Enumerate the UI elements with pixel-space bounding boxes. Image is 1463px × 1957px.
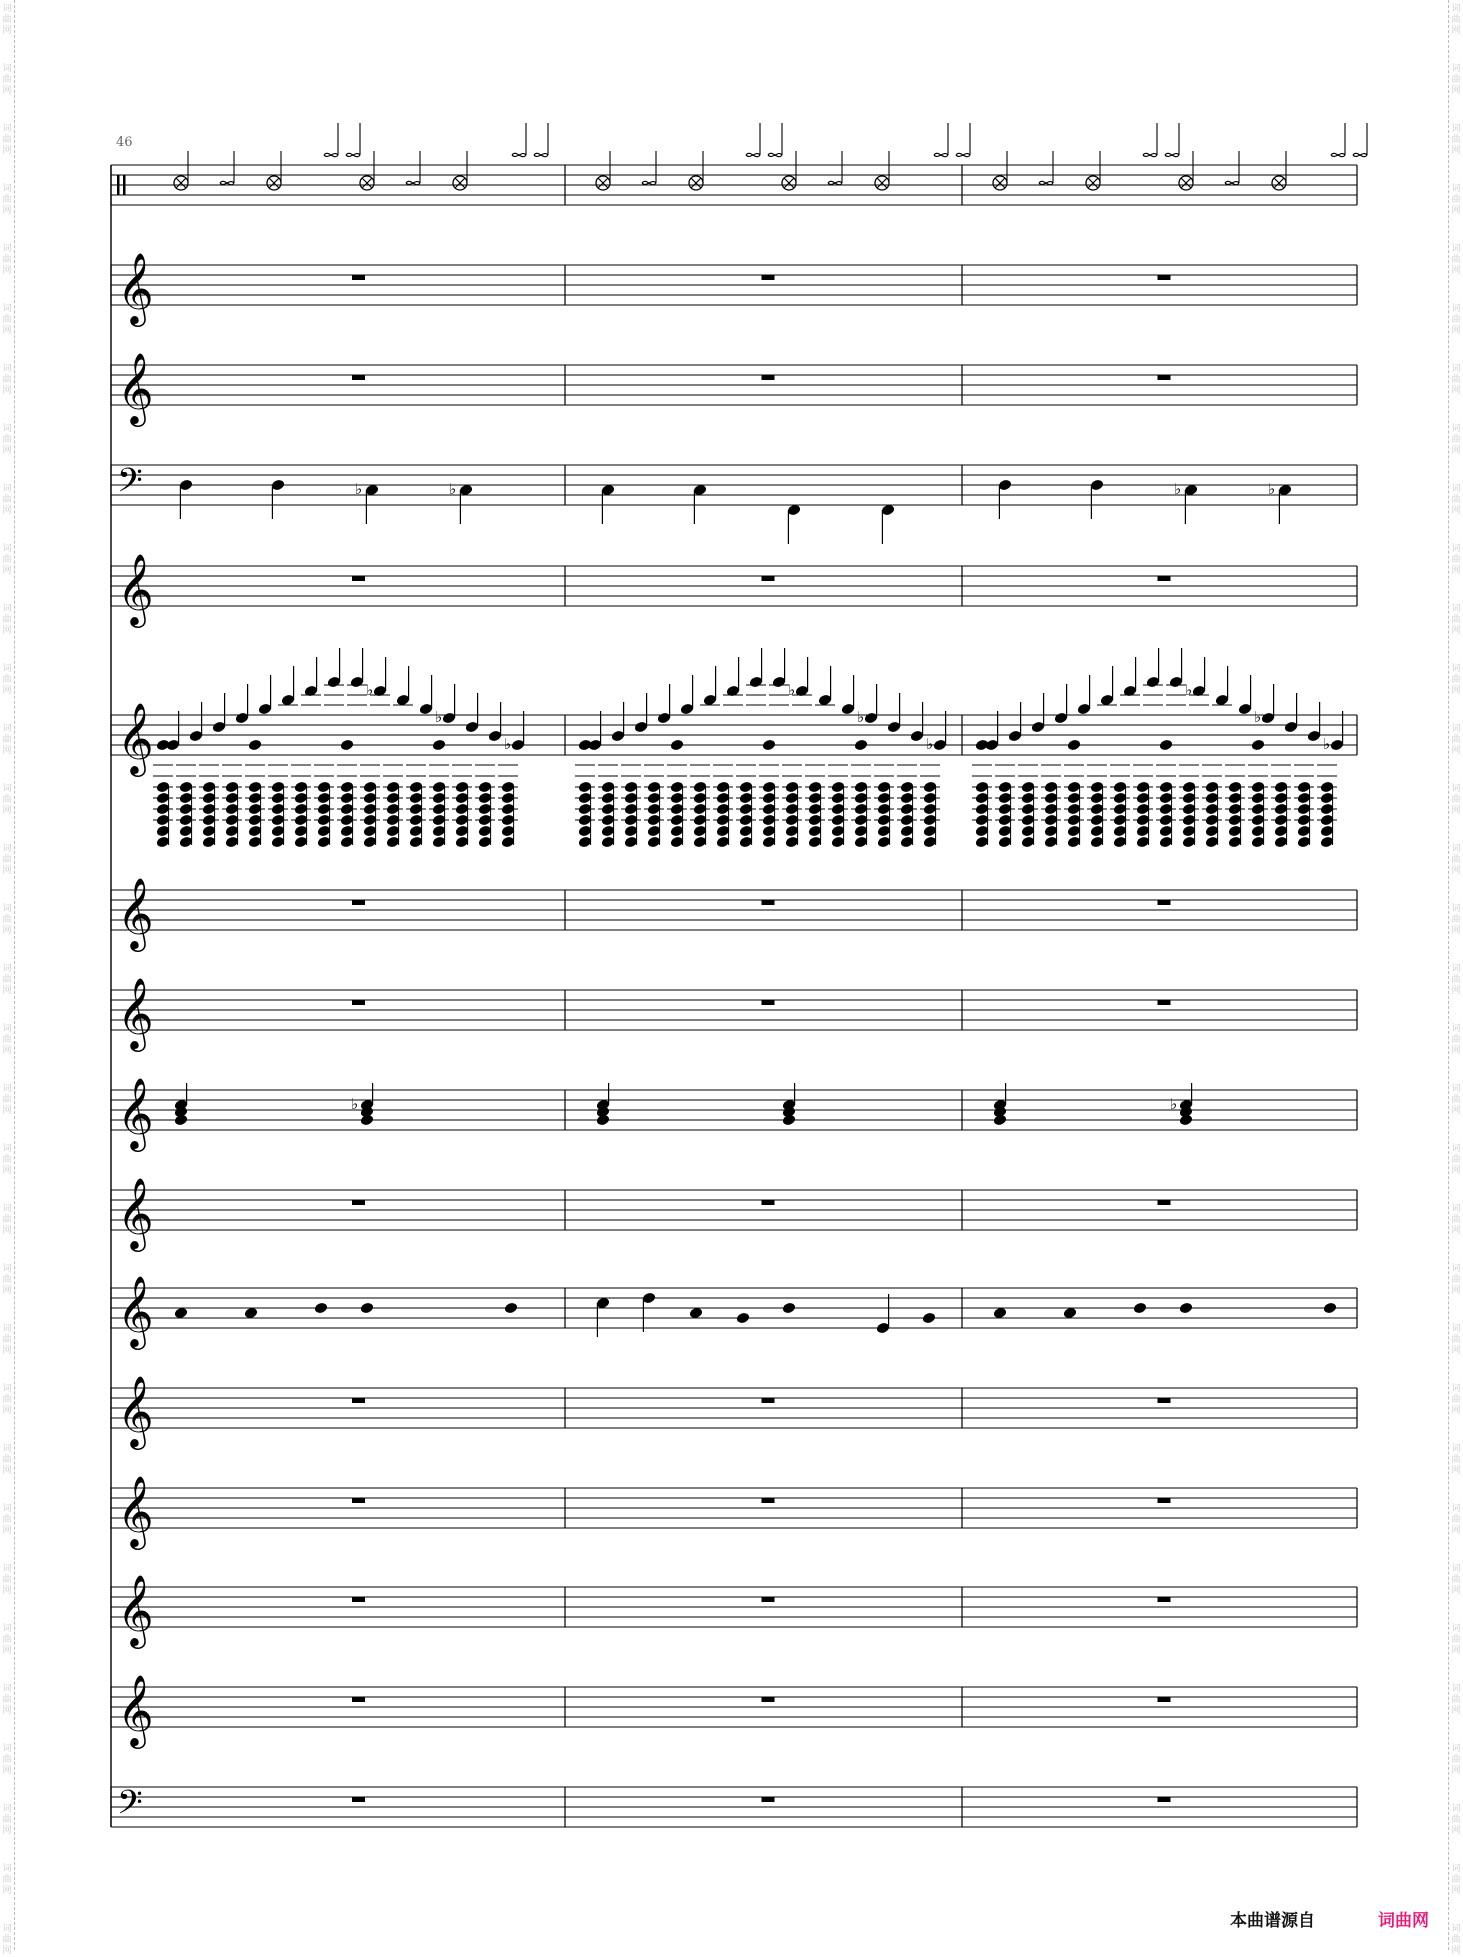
watermark-text: 词 曲 网 — [1451, 1864, 1461, 1896]
watermark-text: 词 曲 网 — [2, 1444, 12, 1476]
watermark-text: 词 曲 网 — [1451, 1264, 1461, 1296]
staff-2 — [111, 251, 1357, 327]
staff-15 — [111, 1673, 1357, 1749]
watermark-text: 词 曲 网 — [2, 1264, 12, 1296]
staff-8 — [111, 976, 1357, 1052]
watermark-text: 词 曲 网 — [1451, 844, 1461, 876]
flat-sign: ♭ — [435, 708, 443, 726]
whole-rest — [1158, 275, 1171, 280]
whole-rest — [352, 1597, 365, 1602]
watermark-text: 词 曲 网 — [1451, 604, 1461, 636]
watermark-text: 词 曲 网 — [1451, 1024, 1461, 1056]
watermark-text: 词 曲 网 — [1451, 664, 1461, 696]
watermark-text: 词 曲 网 — [2, 364, 12, 396]
watermark-text: 词 曲 网 — [2, 1504, 12, 1536]
watermark-text: 词 曲 网 — [2, 1024, 12, 1056]
watermark-text: 词 曲 网 — [2, 244, 12, 276]
whole-rest — [1158, 1597, 1171, 1602]
staff-14 — [111, 1573, 1357, 1649]
watermark-text: 词 曲 网 — [2, 1684, 12, 1716]
treble-clef: 𝄞 — [117, 1673, 154, 1746]
watermark-text: 词 曲 网 — [2, 1804, 12, 1836]
whole-rest — [352, 1000, 365, 1005]
whole-rest — [1158, 1000, 1171, 1005]
watermark-text: 词 曲 网 — [1451, 1744, 1461, 1776]
watermark-text: 词 曲 网 — [1451, 1204, 1461, 1236]
watermark-text: 词 曲 网 — [2, 724, 12, 756]
melody-note — [922, 1312, 937, 1325]
hi-hat-note — [1165, 153, 1179, 156]
hi-hat-note — [1225, 181, 1239, 184]
watermark-text: 词 曲 网 — [2, 1624, 12, 1656]
treble-clef: 𝄞 — [117, 1573, 154, 1646]
arpeggio-note — [670, 739, 685, 752]
whole-rest — [762, 576, 775, 581]
watermark-text: 词 曲 网 — [2, 424, 12, 456]
whole-rest — [1158, 1200, 1171, 1205]
arpeggio-note — [432, 739, 447, 752]
watermark-text: 词 曲 网 — [2, 64, 12, 96]
whole-rest — [352, 1200, 365, 1205]
watermark-text: 词 曲 网 — [1451, 124, 1461, 156]
treble-clef: 𝄞 — [117, 251, 154, 324]
bass-clef: 𝄢 — [117, 462, 143, 508]
hi-hat-note — [828, 181, 842, 184]
watermark-text: 词 曲 网 — [1451, 784, 1461, 816]
melody-note — [736, 1312, 751, 1325]
hi-hat-note — [220, 181, 234, 184]
watermark-text: 词 曲 网 — [2, 1864, 12, 1896]
staves-layer — [111, 123, 1367, 1830]
whole-rest — [762, 1797, 775, 1802]
hi-hat-note — [768, 153, 782, 156]
melody-note — [360, 1302, 375, 1315]
whole-rest — [1158, 1498, 1171, 1503]
whole-rest — [762, 275, 775, 280]
watermark-text: 词 曲 网 — [1451, 904, 1461, 936]
whole-rest — [1158, 576, 1171, 581]
arpeggio-note — [1251, 739, 1266, 752]
treble-clef: 𝄞 — [117, 876, 154, 949]
hi-hat-note — [956, 153, 970, 156]
watermark-text: 词 曲 网 — [1451, 484, 1461, 516]
whole-rest — [762, 1000, 775, 1005]
arpeggio-note — [1159, 739, 1174, 752]
flat-sign: ♭ — [1170, 1095, 1178, 1113]
watermark-text: 词 曲 网 — [2, 844, 12, 876]
whole-rest — [762, 900, 775, 905]
whole-rest — [762, 1697, 775, 1702]
watermark-text: 词 曲 网 — [1451, 1504, 1461, 1536]
arpeggio-note — [854, 739, 869, 752]
watermark-text: 词 曲 网 — [2, 304, 12, 336]
chord-note — [360, 1114, 375, 1127]
whole-rest — [1158, 1797, 1171, 1802]
watermark-text: 词 曲 网 — [1451, 1384, 1461, 1416]
watermark-text: 词 曲 网 — [1451, 724, 1461, 756]
watermark-text: 词 曲 网 — [2, 1144, 12, 1176]
arpeggio-note — [1067, 739, 1082, 752]
chord-note — [596, 1114, 611, 1127]
arpeggio-note — [762, 739, 777, 752]
watermark-text: 词 曲 网 — [2, 184, 12, 216]
flat-sign: ♭ — [355, 480, 363, 498]
staff-11 — [111, 1274, 1357, 1350]
arpeggio-note — [578, 739, 593, 752]
whole-rest — [1158, 900, 1171, 905]
whole-rest — [352, 1797, 365, 1802]
whole-rest — [352, 576, 365, 581]
treble-clef: 𝄞 — [117, 1176, 154, 1249]
hi-hat-note — [1143, 153, 1157, 156]
whole-rest — [762, 1498, 775, 1503]
hi-hat-note — [934, 153, 948, 156]
staff-9 — [111, 1076, 1357, 1152]
chord-note — [1179, 1114, 1194, 1127]
whole-rest — [352, 1498, 365, 1503]
hi-hat-note — [642, 181, 656, 184]
arpeggio-note — [248, 739, 263, 752]
watermark-text: 词 曲 网 — [2, 904, 12, 936]
percussion-staff — [111, 123, 1367, 205]
staff-12 — [111, 1374, 1357, 1450]
flat-sign: ♭ — [857, 708, 865, 726]
watermark-text: 词 曲 网 — [1451, 364, 1461, 396]
flat-sign: ♭ — [366, 681, 374, 699]
hi-hat-note — [346, 153, 360, 156]
watermark-text: 词 曲 网 — [2, 604, 12, 636]
flat-sign: ♭ — [1268, 480, 1276, 498]
watermark-text: 词 曲 网 — [2, 1384, 12, 1416]
arpeggio-note — [156, 739, 171, 752]
whole-rest — [352, 1697, 365, 1702]
hi-hat-note — [1331, 153, 1345, 156]
watermark-text: 词 曲 网 — [1451, 1084, 1461, 1116]
staff-6 — [111, 648, 1357, 848]
treble-clef: 𝄞 — [117, 1274, 154, 1347]
treble-clef: 𝄞 — [117, 1374, 154, 1447]
staff-13 — [111, 1474, 1357, 1550]
whole-rest — [352, 900, 365, 905]
staff-3 — [111, 351, 1357, 427]
hi-hat-note — [324, 153, 338, 156]
whole-rest — [762, 375, 775, 380]
watermark-text: 词 曲 网 — [2, 1564, 12, 1596]
whole-rest — [762, 1200, 775, 1205]
chord-note — [993, 1114, 1008, 1127]
hi-hat-note — [406, 181, 420, 184]
watermark-text: 词 曲 网 — [2, 964, 12, 996]
hi-hat-note — [1039, 181, 1053, 184]
flat-sign: ♭ — [788, 681, 796, 699]
hi-hat-note — [534, 153, 548, 156]
melody-note — [504, 1302, 519, 1315]
arpeggio-note — [975, 739, 990, 752]
whole-rest — [352, 275, 365, 280]
watermark-text: 词 曲 网 — [2, 484, 12, 516]
hi-hat-note — [512, 153, 526, 156]
staff-5 — [111, 552, 1357, 628]
percussion-clef — [117, 175, 120, 195]
watermark-text: 词 曲 网 — [2, 1324, 12, 1356]
watermark-text: 词 曲 网 — [1451, 1684, 1461, 1716]
watermark-text: 词 曲 网 — [2, 1924, 12, 1956]
watermark-text: 词 曲 网 — [1451, 1804, 1461, 1836]
footer-site-link[interactable]: 词曲网 — [1378, 1911, 1429, 1931]
flat-sign: ♭ — [926, 735, 934, 753]
flat-sign: ♭ — [504, 735, 512, 753]
watermark-text: 词 曲 网 — [1451, 1564, 1461, 1596]
flat-sign: ♭ — [449, 480, 457, 498]
arpeggio-note — [340, 739, 355, 752]
treble-clef: 𝄞 — [117, 976, 154, 1049]
treble-clef: 𝄞 — [117, 1474, 154, 1547]
watermark-text: 词 曲 网 — [2, 1204, 12, 1236]
watermark-text: 词 曲 网 — [1451, 424, 1461, 456]
melody-note — [1133, 1302, 1148, 1315]
chord-note — [174, 1114, 189, 1127]
staff-7 — [111, 876, 1357, 952]
flat-sign: ♭ — [1254, 708, 1262, 726]
hi-hat-note — [1353, 153, 1367, 156]
watermark-text: 词 曲 网 — [1451, 1144, 1461, 1176]
watermark-text: 词 曲 网 — [2, 4, 12, 36]
percussion-clef — [123, 175, 126, 195]
treble-clef: 𝄞 — [117, 1076, 154, 1149]
watermark-text: 词 曲 网 — [2, 544, 12, 576]
whole-rest — [1158, 1398, 1171, 1403]
melody-note — [1179, 1302, 1194, 1315]
flat-sign: ♭ — [1323, 735, 1331, 753]
watermark-text: 词 曲 网 — [1451, 64, 1461, 96]
hi-hat-note — [746, 153, 760, 156]
chord-note — [782, 1114, 797, 1127]
watermark-text: 词 曲 网 — [2, 1084, 12, 1116]
whole-rest — [1158, 1697, 1171, 1702]
watermark-text: 词 曲 网 — [1451, 4, 1461, 36]
watermark-text: 词 曲 网 — [2, 1744, 12, 1776]
watermark-text: 词 曲 网 — [1451, 1324, 1461, 1356]
treble-clef: 𝄞 — [117, 552, 154, 625]
measure-number: 46 — [116, 135, 133, 150]
watermark-text: 词 曲 网 — [1451, 184, 1461, 216]
watermark-text: 词 曲 网 — [1451, 304, 1461, 336]
watermark-text: 词 曲 网 — [1451, 1444, 1461, 1476]
staff-16 — [111, 1784, 1357, 1830]
whole-rest — [1158, 375, 1171, 380]
whole-rest — [762, 1398, 775, 1403]
treble-clef: 𝄞 — [117, 701, 154, 774]
footer-source-label: 本曲谱源自 — [1230, 1911, 1315, 1931]
flat-sign: ♭ — [351, 1095, 359, 1113]
watermark-text: 词 曲 网 — [2, 124, 12, 156]
flat-sign: ♭ — [1185, 681, 1193, 699]
watermark-text: 词 曲 网 — [2, 784, 12, 816]
whole-rest — [352, 1398, 365, 1403]
bass-clef: 𝄢 — [117, 1784, 143, 1830]
watermark-text: 词 曲 网 — [2, 664, 12, 696]
watermark-text: 词 曲 网 — [1451, 1624, 1461, 1656]
staff-10 — [111, 1176, 1357, 1252]
watermark-text: 词 曲 网 — [1451, 1924, 1461, 1956]
melody-note — [1323, 1302, 1338, 1315]
treble-clef: 𝄞 — [117, 351, 154, 424]
melody-note — [782, 1302, 797, 1315]
whole-rest — [352, 375, 365, 380]
score-system — [111, 123, 1367, 1830]
whole-rest — [762, 1597, 775, 1602]
watermark-text: 词 曲 网 — [1451, 544, 1461, 576]
flat-sign: ♭ — [1174, 480, 1182, 498]
watermark-text: 词 曲 网 — [1451, 964, 1461, 996]
staff-4 — [111, 462, 1357, 544]
melody-note — [314, 1302, 329, 1315]
watermark-text: 词 曲 网 — [1451, 244, 1461, 276]
